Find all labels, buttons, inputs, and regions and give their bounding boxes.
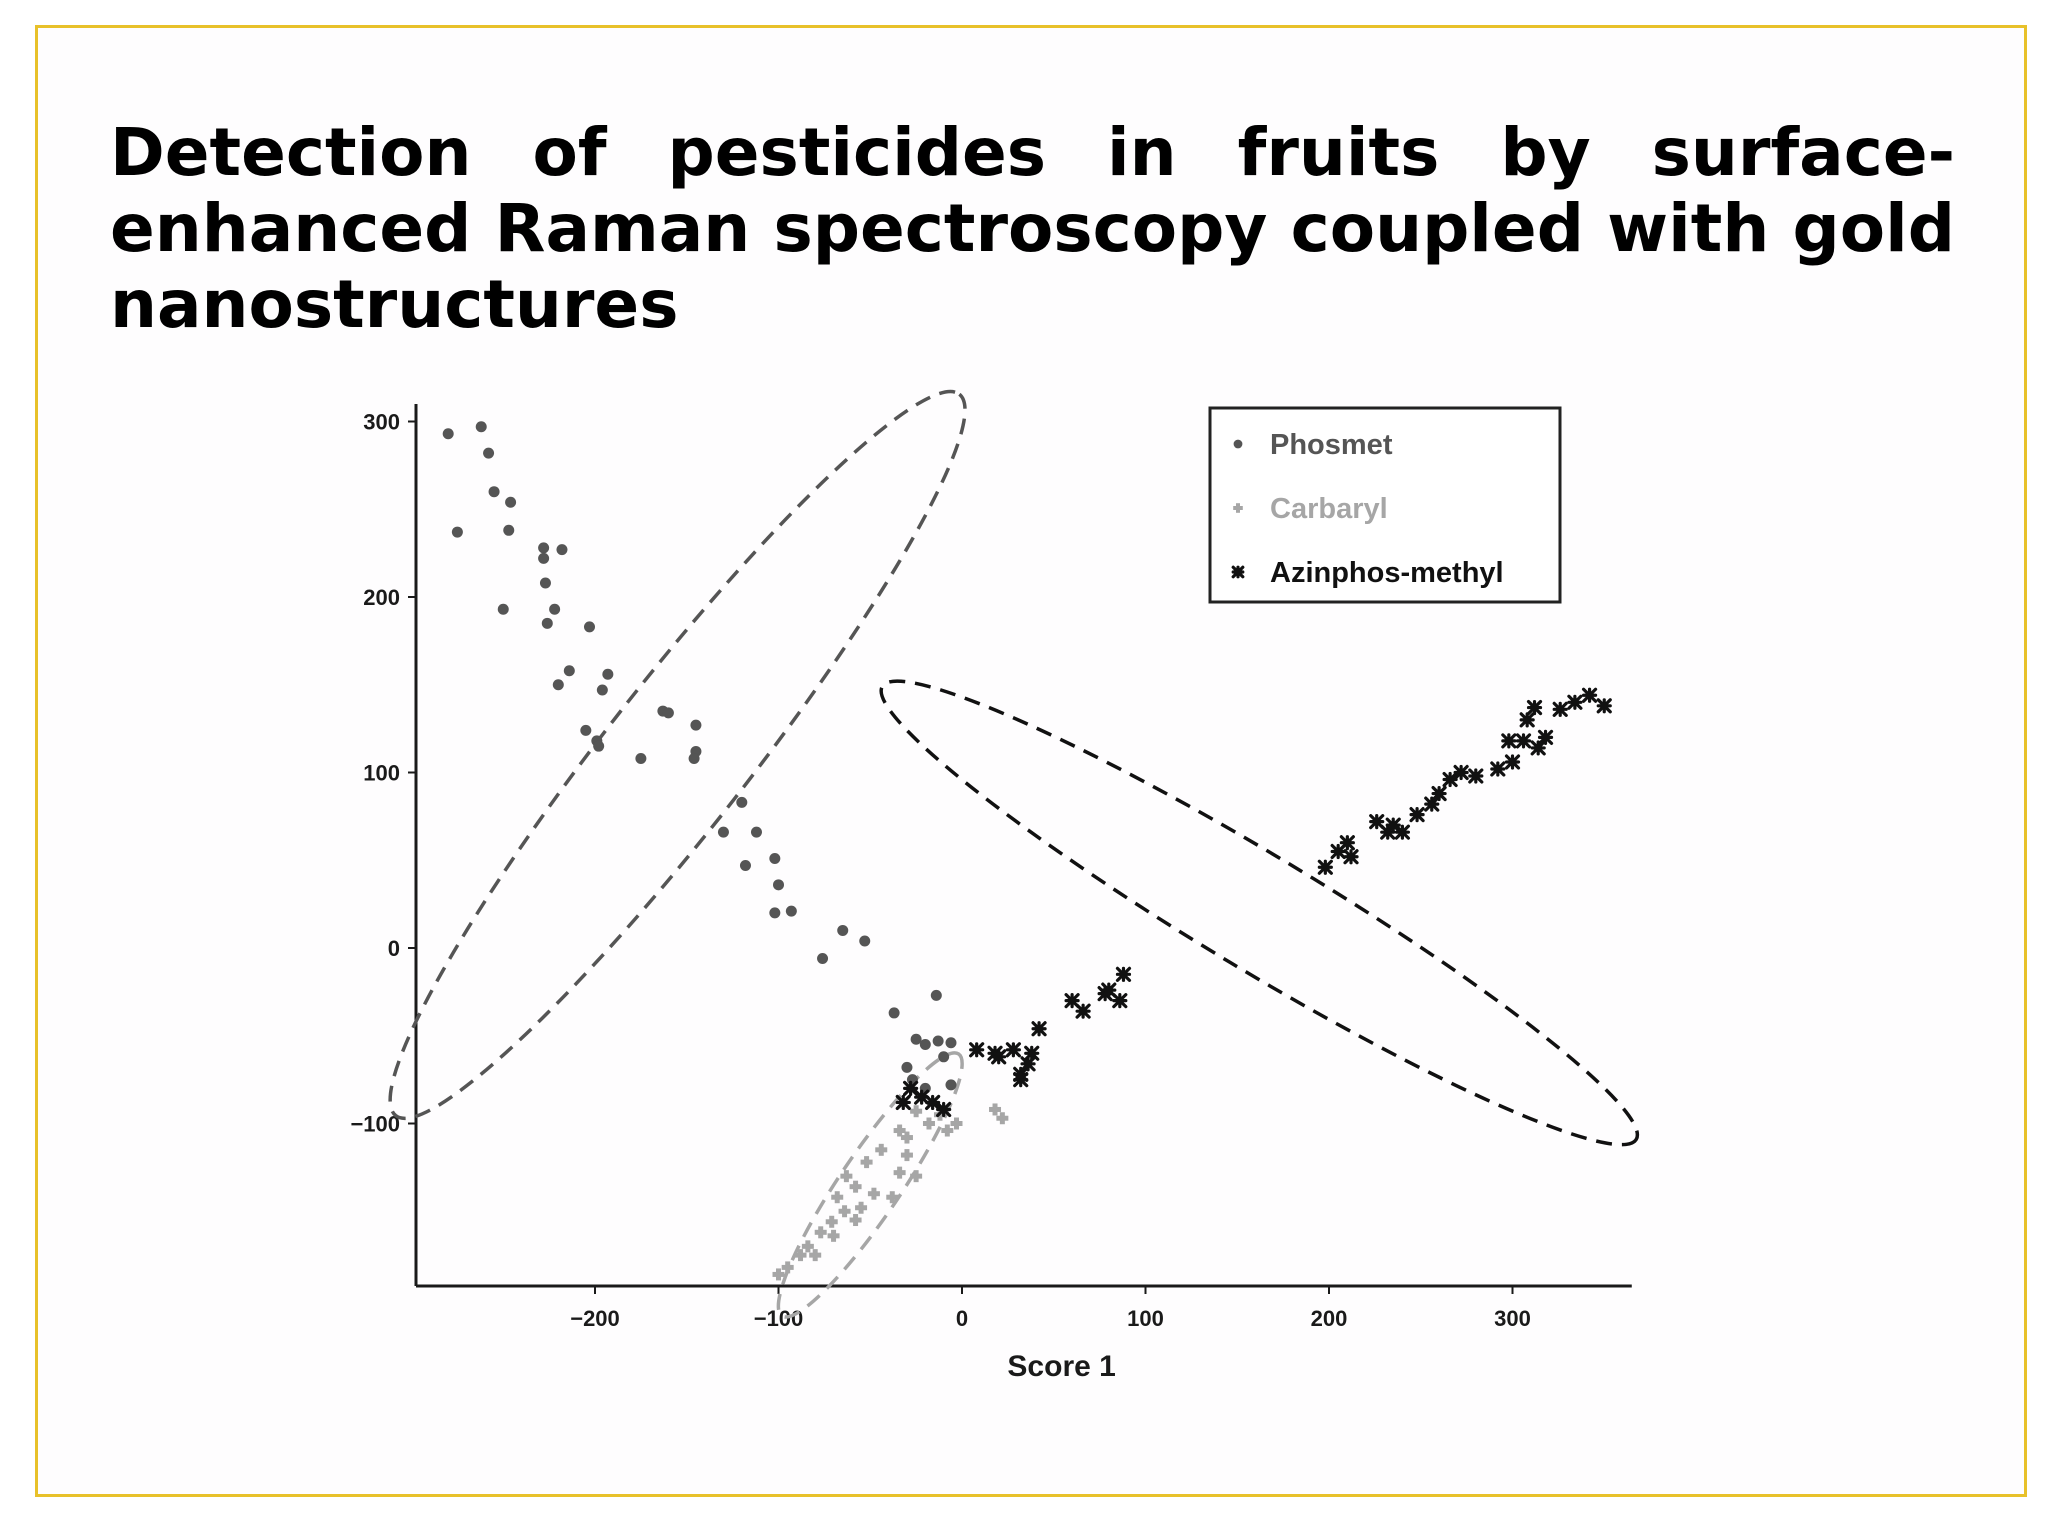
data-point-carbaryl — [828, 1230, 840, 1242]
data-point-carbaryl — [989, 1103, 1001, 1115]
data-point-phosmet — [740, 860, 751, 871]
data-point-carbaryl — [910, 1105, 922, 1117]
legend-label-azinphos-methyl: Azinphos-methyl — [1270, 557, 1504, 589]
data-point-phosmet — [931, 990, 942, 1001]
data-point-azinphos-methyl — [1503, 735, 1515, 747]
data-point-carbaryl — [773, 1268, 785, 1280]
data-point-azinphos-methyl — [897, 1096, 909, 1108]
data-point-azinphos-methyl — [1015, 1074, 1027, 1086]
data-point-phosmet — [498, 604, 509, 615]
data-point-carbaryl — [901, 1149, 913, 1161]
data-point-phosmet — [556, 544, 567, 555]
data-point-phosmet — [580, 725, 591, 736]
x-axis-title: Score 1 — [1007, 1350, 1116, 1383]
data-point-azinphos-methyl — [971, 1044, 983, 1056]
data-point-azinphos-methyl — [1114, 995, 1126, 1007]
data-point-carbaryl — [923, 1118, 935, 1130]
data-point-phosmet — [689, 753, 700, 764]
y-tick-label: 0 — [387, 936, 400, 961]
data-point-phosmet — [553, 679, 564, 690]
data-point-phosmet — [549, 604, 560, 615]
data-point-phosmet — [938, 1051, 949, 1062]
data-point-carbaryl — [850, 1214, 862, 1226]
data-point-azinphos-methyl — [1345, 851, 1357, 863]
y-tick-label: 100 — [363, 760, 400, 786]
data-point-phosmet — [718, 827, 729, 838]
data-point-carbaryl — [941, 1125, 953, 1137]
data-point-azinphos-methyl — [1584, 689, 1596, 701]
data-point-carbaryl — [950, 1118, 962, 1130]
data-point-azinphos-methyl — [1319, 861, 1331, 873]
data-point-azinphos-methyl — [993, 1051, 1005, 1063]
data-point-phosmet — [945, 1079, 956, 1090]
data-point-phosmet — [773, 879, 784, 890]
data-point-phosmet — [920, 1039, 931, 1050]
data-point-phosmet — [933, 1036, 944, 1047]
legend-label-phosmet: Phosmet — [1270, 429, 1393, 461]
x-tick-label: 200 — [1310, 1306, 1348, 1331]
data-point-carbaryl — [855, 1202, 867, 1214]
data-point-azinphos-methyl — [1117, 968, 1129, 980]
x-tick-label: 0 — [955, 1306, 969, 1331]
data-point-carbaryl — [868, 1188, 880, 1200]
data-point-carbaryl — [782, 1261, 794, 1273]
data-point-carbaryl — [901, 1132, 913, 1144]
data-point-azinphos-methyl — [1033, 1023, 1045, 1035]
data-point-carbaryl — [875, 1144, 887, 1156]
data-point-phosmet — [593, 741, 604, 752]
data-point-phosmet — [584, 621, 595, 632]
data-point-azinphos-methyl — [1077, 1005, 1089, 1017]
data-point-phosmet — [542, 618, 553, 629]
data-point-carbaryl — [894, 1167, 906, 1179]
x-tick-label: 300 — [1494, 1306, 1531, 1331]
data-point-phosmet — [859, 935, 870, 946]
data-point-phosmet — [663, 707, 674, 718]
data-point-azinphos-methyl — [1598, 700, 1610, 712]
data-point-phosmet — [564, 665, 575, 676]
data-point-phosmet — [751, 827, 762, 838]
data-point-azinphos-methyl — [1455, 767, 1467, 779]
data-point-azinphos-methyl — [1529, 702, 1541, 714]
data-point-phosmet — [503, 525, 514, 536]
data-point-phosmet — [837, 925, 848, 936]
data-point-carbaryl — [894, 1125, 906, 1137]
legend-marker-phosmet — [1234, 440, 1243, 449]
data-point-phosmet — [602, 669, 613, 680]
data-point-phosmet — [443, 428, 454, 439]
data-point-azinphos-methyl — [1411, 809, 1423, 821]
data-point-carbaryl — [850, 1181, 862, 1193]
data-point-phosmet — [540, 577, 551, 588]
x-tick-label: 100 — [1127, 1306, 1164, 1331]
data-point-carbaryl — [910, 1170, 922, 1182]
data-point-carbaryl — [802, 1240, 814, 1252]
data-point-carbaryl — [831, 1191, 843, 1203]
data-point-azinphos-methyl — [1507, 756, 1519, 768]
data-point-azinphos-methyl — [1554, 703, 1566, 715]
confidence-ellipse-azinphos-methyl — [853, 637, 1666, 1188]
data-point-phosmet — [786, 906, 797, 917]
data-point-azinphos-methyl — [1569, 696, 1581, 708]
data-point-phosmet — [483, 448, 494, 459]
data-point-carbaryl — [996, 1112, 1008, 1124]
data-point-phosmet — [489, 486, 500, 497]
data-point-azinphos-methyl — [1540, 731, 1552, 743]
legend-label-carbaryl: Carbaryl — [1270, 493, 1388, 525]
data-point-carbaryl — [840, 1170, 852, 1182]
data-point-azinphos-methyl — [1492, 763, 1504, 775]
data-point-azinphos-methyl — [938, 1103, 950, 1115]
data-point-phosmet — [597, 685, 608, 696]
data-point-azinphos-methyl — [1433, 788, 1445, 800]
data-point-carbaryl — [815, 1226, 827, 1238]
x-tick-label: −100 — [753, 1306, 804, 1331]
data-point-phosmet — [538, 553, 549, 564]
data-point-phosmet — [769, 853, 780, 864]
x-tick-label: −200 — [570, 1306, 620, 1331]
data-point-carbaryl — [809, 1249, 821, 1261]
data-point-phosmet — [817, 953, 828, 964]
data-point-phosmet — [476, 421, 487, 432]
data-point-phosmet — [505, 497, 516, 508]
data-point-azinphos-methyl — [1470, 770, 1482, 782]
data-point-phosmet — [769, 907, 780, 918]
y-tick-label: −100 — [350, 1111, 400, 1137]
data-point-carbaryl — [839, 1205, 851, 1217]
data-point-phosmet — [635, 753, 646, 764]
data-point-phosmet — [736, 797, 747, 808]
data-point-carbaryl — [826, 1216, 838, 1228]
data-point-phosmet — [538, 542, 549, 553]
data-point-phosmet — [945, 1037, 956, 1048]
slide-title: Detection of pesticides in fruits by surface-enhanced Raman spectroscopy coupled with gold nanostructures — [110, 114, 1955, 343]
data-point-azinphos-methyl — [1341, 837, 1353, 849]
data-point-azinphos-methyl — [1022, 1058, 1034, 1070]
data-point-phosmet — [901, 1062, 912, 1073]
data-point-phosmet — [911, 1034, 922, 1045]
data-point-phosmet — [889, 1007, 900, 1018]
data-point-azinphos-methyl — [1521, 714, 1533, 726]
data-point-phosmet — [452, 527, 463, 538]
data-point-azinphos-methyl — [1518, 735, 1530, 747]
data-point-azinphos-methyl — [1007, 1044, 1019, 1056]
legend-marker-azinphos-methyl — [1233, 567, 1243, 577]
data-point-azinphos-methyl — [1396, 826, 1408, 838]
data-point-phosmet — [690, 720, 701, 731]
data-point-carbaryl — [861, 1156, 873, 1168]
y-tick-label: 300 — [363, 409, 400, 435]
y-tick-label: 200 — [363, 585, 400, 610]
